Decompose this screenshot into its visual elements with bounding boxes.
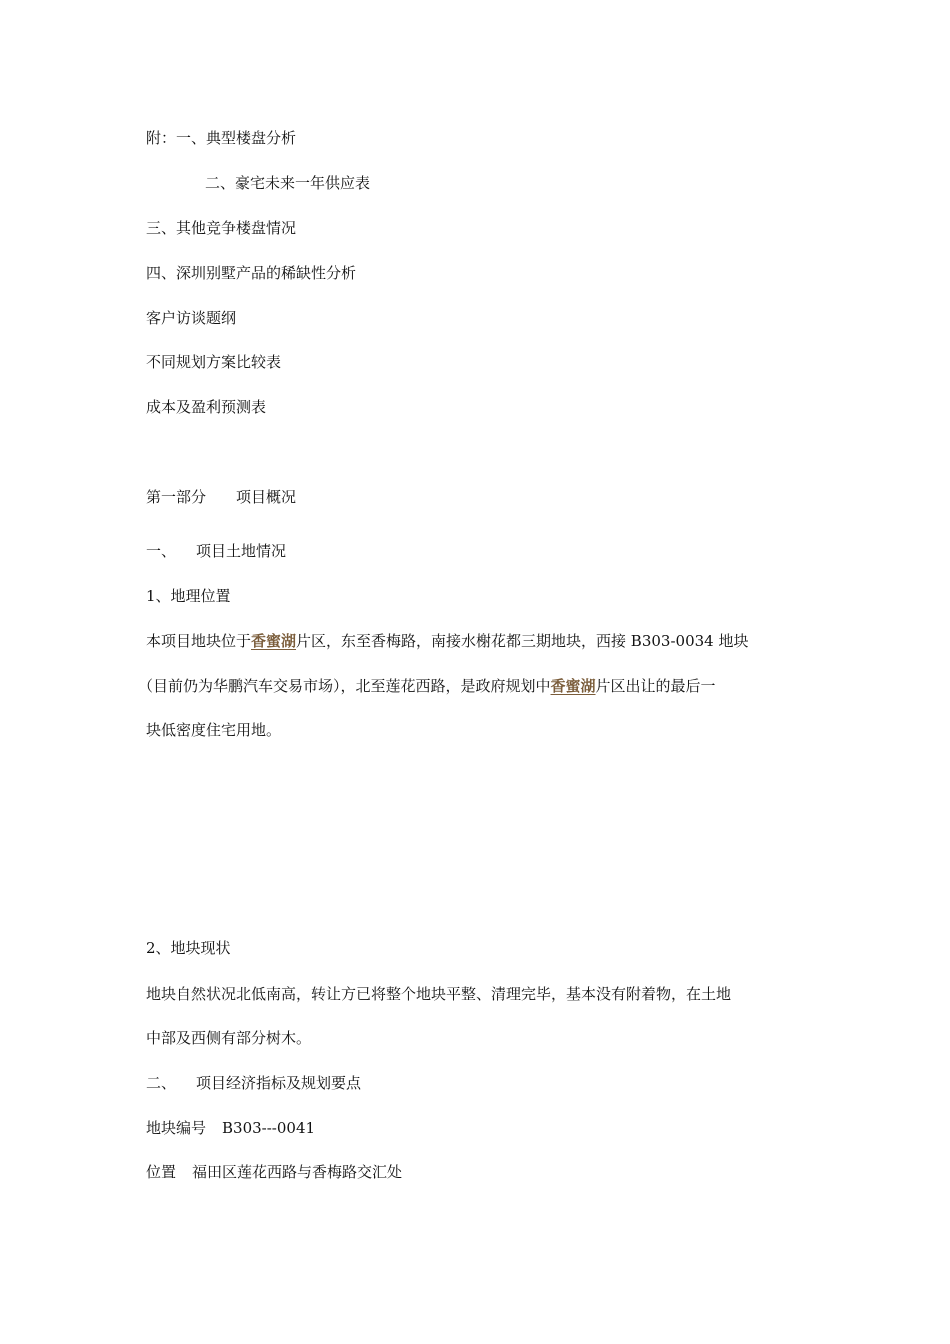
- location-row: [146, 1162, 402, 1182]
- section-1-heading: [146, 541, 286, 561]
- appendix-item-3: 三、其他竞争楼盘情况: [146, 219, 297, 237]
- appendix-item-5: 客户访谈题纲: [146, 309, 237, 327]
- text-run: 片区出让的最后一: [595, 677, 716, 695]
- section-1-number: 一、: [146, 542, 177, 560]
- appendix-item-4: 四、深圳别墅产品的稀缺性分析: [146, 264, 357, 282]
- appendix-item-1: 附：一、典型楼盘分析: [146, 129, 297, 147]
- section-2-title: 项目经济指标及规划要点: [196, 1074, 362, 1092]
- text-run: 片区，东至香梅路，南接水榭花都三期地块，西接 B303-0034 地块: [296, 632, 749, 650]
- plot-number-label: 地块编号: [146, 1119, 207, 1137]
- xiangmihu-link[interactable]: 香蜜湖: [251, 632, 297, 650]
- part-heading: [146, 487, 296, 507]
- paragraph-2-line-2: 中部及西侧有部分树木。: [146, 1029, 312, 1047]
- text-run: （目前仍为华鹏汽车交易市场），北至莲花西路，是政府规划中: [138, 677, 551, 695]
- subsection-2-heading: 2、地块现状: [146, 939, 231, 957]
- paragraph-1-line-3: 块低密度住宅用地。: [146, 721, 282, 739]
- section-1-title: 项目土地情况: [196, 542, 287, 560]
- part-label: 第一部分: [146, 488, 207, 506]
- plot-number-row: [146, 1118, 315, 1138]
- part-title: 项目概况: [236, 488, 297, 506]
- appendix-item-7: 成本及盈利预测表: [146, 398, 267, 416]
- section-2-heading: [146, 1073, 361, 1093]
- paragraph-2-line-1: 地块自然状况北低南高，转让方已将整个地块平整、清理完毕，基本没有附着物，在土地: [146, 985, 732, 1003]
- location-value: 福田区莲花西路与香梅路交汇处: [192, 1163, 403, 1181]
- appendix-item-6: 不同规划方案比较表: [146, 353, 282, 371]
- paragraph-1-line-2: [138, 676, 716, 696]
- xiangmihu-link[interactable]: 香蜜湖: [550, 677, 596, 695]
- subsection-1-heading: 1、地理位置: [146, 587, 231, 605]
- text-run: 本项目地块位于: [146, 632, 252, 650]
- appendix-item-2: 二、豪宅未来一年供应表: [205, 174, 371, 192]
- location-label: 位置: [146, 1163, 177, 1181]
- section-2-number: 二、: [146, 1074, 177, 1092]
- plot-number-value: B303---0041: [222, 1119, 316, 1137]
- paragraph-1-line-1: [146, 631, 748, 651]
